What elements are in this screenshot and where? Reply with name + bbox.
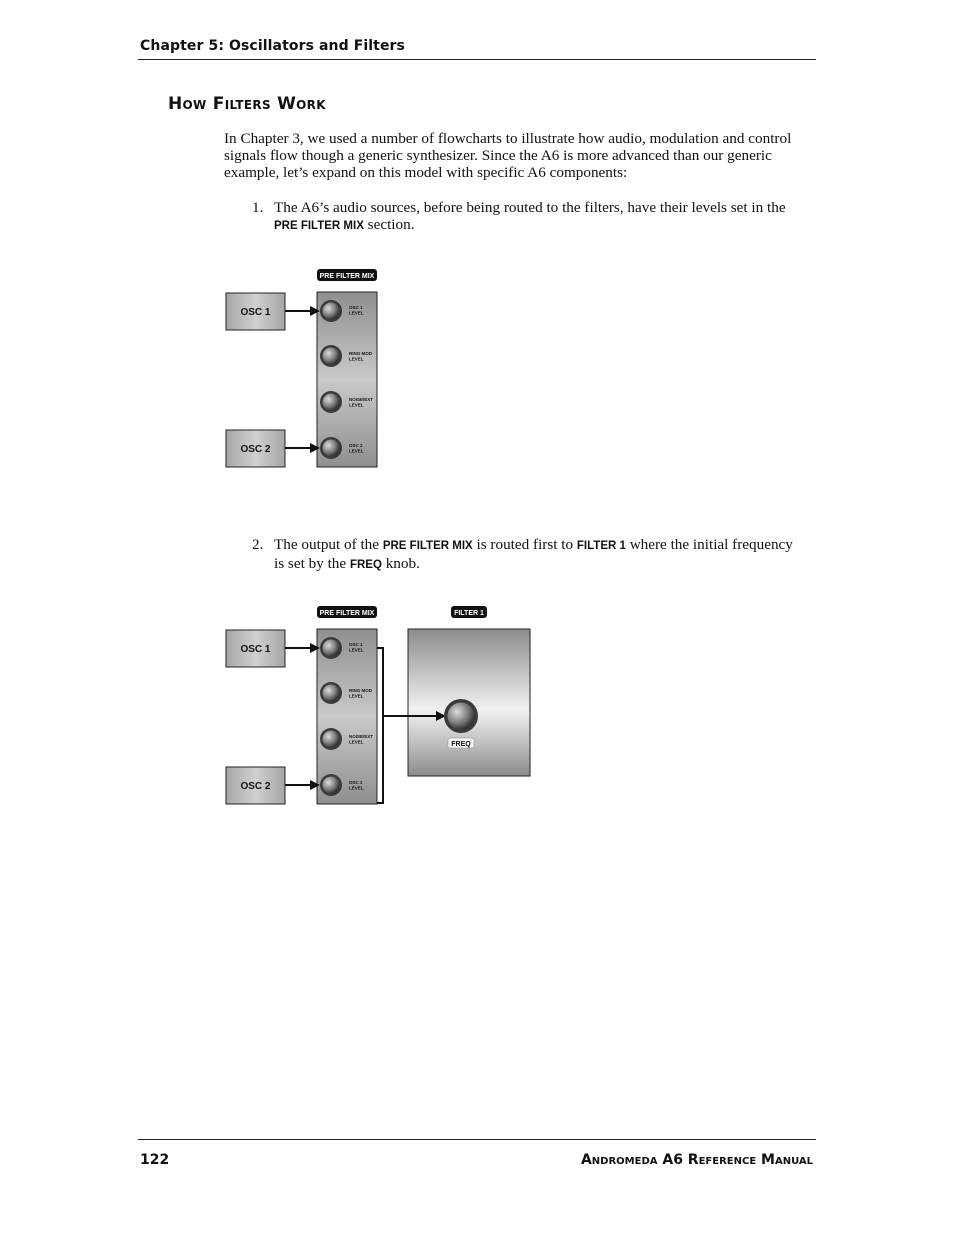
filter-label: FILTER 1 (454, 610, 484, 617)
knob-label: LEVEL (349, 739, 364, 745)
knob-label: LEVEL (349, 448, 364, 454)
knob-label: NOISE/EXT (349, 734, 374, 739)
footer-rule (138, 1139, 816, 1140)
freq-label: FREQ (451, 741, 471, 748)
knob-label: RING MOD (349, 351, 372, 356)
step-text-part: where the initial frequency is set by the (274, 536, 793, 572)
knob-label: OSC 2 (349, 443, 363, 448)
section-label: PRE FILTER MIX (319, 610, 375, 617)
knob-label: LEVEL (349, 693, 364, 699)
intro-paragraph: In Chapter 3, we used a number of flowcharts to illustrate how audio, modulation and control signals flow though a generic synthesizer. Since the A6 is more advanced than our generic example, let’s expand on this model with specific A6 components: (224, 130, 792, 181)
knob-label: NOISE/EXT (349, 397, 374, 402)
ui-term-filter-1: FILTER 1 (576, 540, 626, 552)
chapter-header: Chapter 5: Oscillators and Filters (140, 38, 405, 54)
knob-label: RING MOD (349, 688, 372, 693)
osc1-label: OSC 1 (240, 644, 271, 655)
knob-label: LEVEL (349, 402, 364, 408)
osc2-label: OSC 2 (240, 781, 271, 792)
section-label: PRE FILTER MIX (319, 273, 375, 280)
ui-term-pre-filter-mix: PRE FILTER MIX (382, 540, 473, 552)
step-number: 1. (252, 199, 264, 216)
knob-label: LEVEL (349, 785, 364, 791)
step-text-part: section. (363, 216, 415, 233)
knob-label: LEVEL (349, 310, 364, 316)
knob-label: OSC 2 (349, 780, 363, 785)
step-text-part: knob. (381, 555, 420, 572)
step-text-part: The A6’s audio sources, before being routed to the filters, have their levels set in the (274, 199, 786, 216)
freq-knob (444, 699, 478, 733)
osc2-label: OSC 2 (240, 444, 271, 455)
osc1-label: OSC 1 (240, 307, 271, 318)
step-text-part: The output of the (274, 536, 383, 553)
ui-term-pre-filter-mix: PRE FILTER MIX (274, 220, 364, 232)
step-number: 2. (252, 536, 264, 553)
ui-term-freq: FREQ (349, 559, 382, 571)
mix-sum-bracket (377, 648, 383, 803)
section-title: How Filters Work (168, 94, 326, 114)
knob-label: LEVEL (349, 647, 364, 653)
page-number: 122 (140, 1152, 170, 1168)
manual-title: Andromeda A6 Reference Manual (580, 1152, 813, 1168)
knob-label: LEVEL (349, 356, 364, 362)
knob-label: OSC 1 (349, 642, 363, 647)
step-text-part: is routed first to (472, 536, 577, 553)
knob-label: OSC 1 (349, 305, 363, 310)
